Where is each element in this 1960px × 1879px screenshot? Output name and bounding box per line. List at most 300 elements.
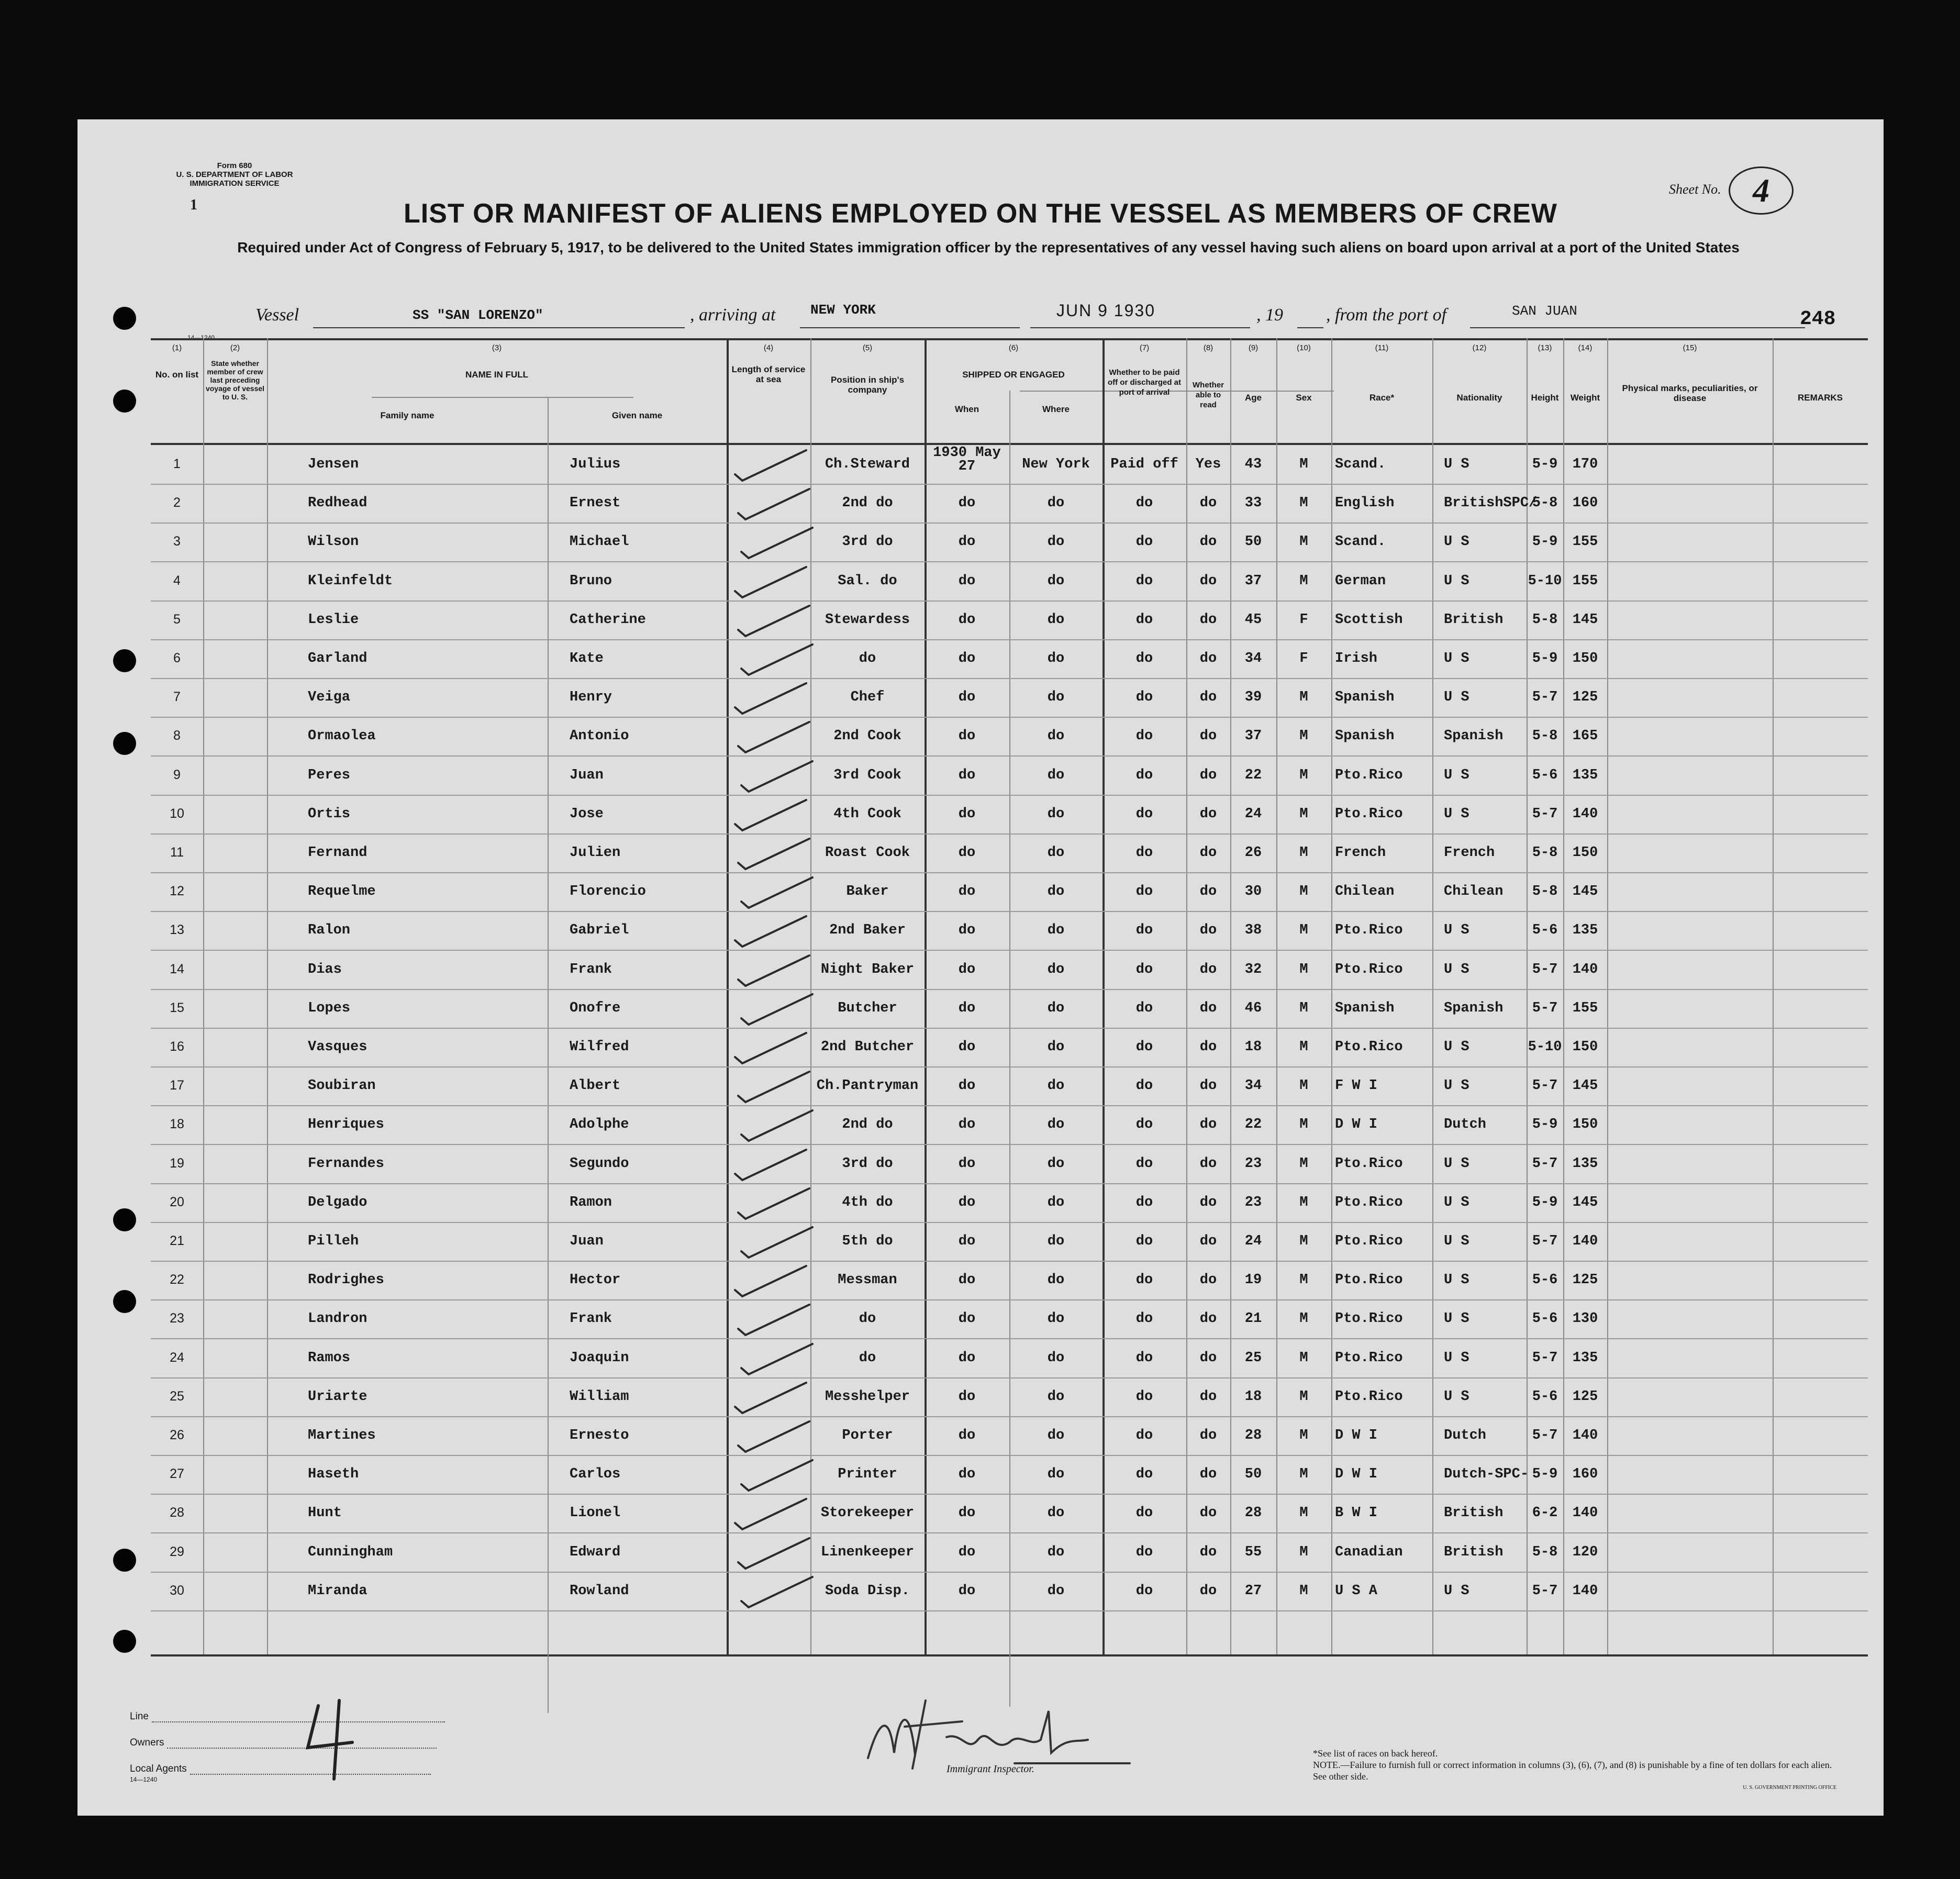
check-mark-icon bbox=[733, 1031, 811, 1066]
punch-hole bbox=[113, 732, 136, 755]
cell-weight: 125 bbox=[1572, 1272, 1598, 1288]
cell-weight: 160 bbox=[1572, 1466, 1598, 1483]
cell-nationality: U S bbox=[1444, 1078, 1469, 1094]
cell-family: Fernand bbox=[308, 845, 368, 861]
cell-age: 46 bbox=[1244, 1000, 1262, 1016]
cell-nationality: U S bbox=[1444, 534, 1469, 550]
cell-position: Night Baker bbox=[820, 961, 915, 977]
cell-paid: do bbox=[1135, 1350, 1153, 1366]
cell-given: Florencio bbox=[570, 884, 646, 900]
cell-family: Veiga bbox=[308, 690, 351, 706]
manifest-sheet bbox=[77, 119, 1884, 1816]
table-row bbox=[151, 1377, 1868, 1416]
cell-height: 5-8 bbox=[1532, 611, 1558, 628]
cell-read: do bbox=[1199, 922, 1217, 939]
cell-race: F W I bbox=[1335, 1078, 1378, 1094]
cell-sex: M bbox=[1299, 534, 1308, 550]
cell-weight: 150 bbox=[1572, 1117, 1598, 1133]
cell-sex: M bbox=[1299, 1194, 1308, 1210]
cell-height: 5-7 bbox=[1532, 806, 1558, 822]
cell-sex: M bbox=[1299, 690, 1308, 706]
printing-office: U. S. GOVERNMENT PRINTING OFFICE bbox=[1743, 1785, 1836, 1791]
header-nationality: Nationality bbox=[1456, 393, 1502, 403]
check-mark-icon bbox=[739, 759, 818, 795]
cell-given: Edward bbox=[570, 1544, 621, 1560]
cell-race: Pto.Rico bbox=[1335, 1039, 1403, 1055]
cell-weight: 140 bbox=[1572, 1505, 1598, 1521]
table-row bbox=[151, 833, 1868, 872]
cell-no: 18 bbox=[170, 1117, 184, 1132]
cell-position: do bbox=[859, 1350, 876, 1366]
cell-read: do bbox=[1199, 690, 1217, 706]
cell-family: Ortis bbox=[308, 806, 351, 822]
cell-where: do bbox=[1047, 690, 1065, 706]
cell-nationality: U S bbox=[1444, 1388, 1469, 1405]
cell-height: 5-7 bbox=[1532, 690, 1558, 706]
table-row bbox=[151, 1261, 1868, 1299]
cell-height: 5-9 bbox=[1532, 651, 1558, 666]
cell-read: do bbox=[1199, 1350, 1217, 1366]
cell-when: do bbox=[958, 961, 976, 977]
cell-sex: M bbox=[1299, 1078, 1308, 1094]
table-row bbox=[151, 1339, 1868, 1377]
table-row bbox=[151, 1572, 1868, 1610]
cell-when: do bbox=[958, 1233, 976, 1249]
cell-paid: do bbox=[1135, 611, 1153, 628]
table-row bbox=[151, 562, 1868, 601]
cell-age: 34 bbox=[1244, 1078, 1262, 1094]
cell-family: Vasques bbox=[308, 1039, 368, 1055]
cell-height: 5-10 bbox=[1528, 573, 1562, 589]
cell-when: do bbox=[958, 651, 976, 666]
page-number: 248 bbox=[1800, 308, 1836, 330]
header-no-on-list: No. on list bbox=[155, 370, 199, 380]
header-weight: Weight bbox=[1570, 393, 1600, 403]
header-name-in-full: NAME IN FULL bbox=[465, 370, 528, 380]
col-number-6: (6) bbox=[1008, 343, 1019, 352]
cell-weight: 145 bbox=[1572, 611, 1598, 628]
check-mark-icon bbox=[739, 642, 818, 678]
cell-weight: 145 bbox=[1572, 884, 1598, 900]
cell-position: Linenkeeper bbox=[820, 1544, 915, 1560]
cell-nationality: U S bbox=[1444, 1155, 1469, 1172]
cell-height: 5-6 bbox=[1532, 1388, 1558, 1405]
col-number-9: (9) bbox=[1248, 343, 1259, 352]
header-race: Race* bbox=[1369, 393, 1395, 403]
punch-hole bbox=[113, 1549, 136, 1572]
cell-age: 23 bbox=[1244, 1155, 1262, 1172]
cell-height: 5-8 bbox=[1532, 495, 1558, 512]
cell-race: U S A bbox=[1335, 1583, 1378, 1599]
cell-paid: do bbox=[1135, 534, 1153, 550]
check-mark-icon bbox=[739, 1458, 818, 1494]
cell-paid: do bbox=[1135, 1466, 1153, 1483]
cell-no: 7 bbox=[173, 690, 181, 705]
cell-paid: do bbox=[1135, 1583, 1153, 1599]
cell-read: do bbox=[1199, 1194, 1217, 1210]
check-mark-icon bbox=[733, 448, 811, 484]
cell-nationality: U S bbox=[1444, 457, 1469, 472]
cell-paid: do bbox=[1135, 1544, 1153, 1560]
cell-when: do bbox=[958, 767, 976, 783]
cell-family: Lopes bbox=[308, 1000, 351, 1016]
cell-family: Ormaolea bbox=[308, 728, 376, 744]
cell-weight: 155 bbox=[1572, 573, 1598, 589]
cell-where: do bbox=[1047, 1583, 1065, 1599]
cell-given: Michael bbox=[570, 534, 629, 550]
cell-where: do bbox=[1047, 1350, 1065, 1366]
cell-nationality: U S bbox=[1444, 573, 1469, 589]
cell-age: 18 bbox=[1244, 1039, 1262, 1055]
cell-when: do bbox=[958, 1311, 976, 1327]
cell-where: do bbox=[1047, 1311, 1065, 1327]
cell-position: 2nd Baker bbox=[829, 922, 906, 939]
cell-read: do bbox=[1199, 1388, 1217, 1405]
cell-family: Redhead bbox=[308, 495, 368, 512]
col-number-10: (10) bbox=[1297, 343, 1311, 352]
header-length-service: Length of service at sea bbox=[731, 364, 806, 384]
table-row bbox=[151, 989, 1868, 1028]
col-number-15: (15) bbox=[1683, 343, 1697, 352]
cell-race: D W I bbox=[1335, 1428, 1378, 1443]
cell-where: do bbox=[1047, 495, 1065, 512]
table-row bbox=[151, 1222, 1868, 1261]
penalty-note: NOTE.—Failure to furnish full or correct information in columns (3), (6), (7), and (8) is punishable by a fine of ten dollars for each alien. See other side. bbox=[1313, 1760, 1832, 1782]
footer-agents bbox=[130, 1763, 431, 1775]
header-where: Where bbox=[1042, 404, 1070, 414]
cell-paid: do bbox=[1135, 1155, 1153, 1172]
cell-weight: 145 bbox=[1572, 1194, 1598, 1210]
table-row bbox=[151, 678, 1868, 717]
cell-race: Pto.Rico bbox=[1335, 767, 1403, 783]
table-row bbox=[151, 1105, 1868, 1144]
cell-race: Pto.Rico bbox=[1335, 961, 1403, 977]
cell-weight: 170 bbox=[1572, 457, 1598, 472]
cell-weight: 160 bbox=[1572, 495, 1598, 512]
cell-family: Henriques bbox=[308, 1117, 384, 1133]
from-port-label: , from the port of bbox=[1326, 305, 1447, 325]
cell-sex: F bbox=[1299, 651, 1308, 666]
cell-where: do bbox=[1047, 1388, 1065, 1405]
cell-sex: M bbox=[1299, 495, 1308, 512]
cell-race: B W I bbox=[1335, 1505, 1378, 1521]
cell-sex: M bbox=[1299, 1505, 1308, 1521]
cell-height: 5-9 bbox=[1532, 1466, 1558, 1483]
cell-nationality: Dutch-SPC- bbox=[1444, 1466, 1529, 1483]
check-mark-icon bbox=[736, 1419, 815, 1455]
check-mark-icon bbox=[736, 1303, 815, 1338]
cell-sex: F bbox=[1299, 611, 1308, 628]
cell-race: Pto.Rico bbox=[1335, 1272, 1403, 1288]
cell-family: Peres bbox=[308, 767, 351, 783]
cell-read: do bbox=[1199, 1583, 1217, 1599]
cell-given: Juan bbox=[570, 767, 604, 783]
cell-when: do bbox=[958, 806, 976, 822]
check-mark-icon bbox=[736, 837, 815, 872]
check-mark-icon bbox=[736, 1536, 815, 1572]
cell-age: 32 bbox=[1244, 961, 1262, 977]
check-mark-icon bbox=[733, 1381, 811, 1416]
cell-weight: 130 bbox=[1572, 1311, 1598, 1327]
header-able-read: Whether able to read bbox=[1193, 381, 1224, 409]
cell-age: 37 bbox=[1244, 573, 1262, 589]
cell-race: Pto.Rico bbox=[1335, 1194, 1403, 1210]
table-row bbox=[151, 1533, 1868, 1572]
cell-sex: M bbox=[1299, 1583, 1308, 1599]
cell-no: 15 bbox=[170, 1000, 184, 1015]
cell-sex: M bbox=[1299, 1388, 1308, 1405]
col-number-1: (1) bbox=[172, 343, 182, 352]
cell-no: 12 bbox=[170, 884, 184, 899]
cell-paid: do bbox=[1135, 690, 1153, 706]
form-number: Form 680 bbox=[217, 161, 252, 170]
cell-position: 2nd Butcher bbox=[820, 1039, 915, 1055]
check-mark-icon bbox=[739, 875, 818, 911]
cell-nationality: U S bbox=[1444, 651, 1469, 666]
cell-height: 5-8 bbox=[1532, 845, 1558, 861]
cell-height: 6-2 bbox=[1532, 1505, 1558, 1521]
cell-read: do bbox=[1199, 884, 1217, 900]
cell-nationality: U S bbox=[1444, 1233, 1469, 1249]
table-row bbox=[151, 872, 1868, 911]
table-row bbox=[151, 795, 1868, 833]
check-mark-icon bbox=[733, 1497, 811, 1532]
header-age: Age bbox=[1244, 393, 1262, 403]
cell-position: Baker bbox=[846, 884, 889, 900]
cell-race: Pto.Rico bbox=[1335, 1155, 1403, 1172]
cell-no: 25 bbox=[170, 1388, 184, 1404]
cell-position: Butcher bbox=[838, 1000, 897, 1016]
cell-where: do bbox=[1047, 1505, 1065, 1521]
cell-when: do bbox=[958, 611, 976, 628]
cell-weight: 125 bbox=[1572, 1388, 1598, 1405]
table-row bbox=[151, 1299, 1868, 1338]
cell-sex: M bbox=[1299, 728, 1308, 744]
cell-height: 5-6 bbox=[1532, 922, 1558, 939]
cell-when: do bbox=[958, 728, 976, 744]
cell-when: do bbox=[958, 690, 976, 706]
footer-line bbox=[130, 1711, 445, 1722]
check-mark-icon bbox=[733, 1148, 811, 1183]
cell-position: 3rd do bbox=[842, 1155, 893, 1172]
check-mark-icon bbox=[739, 1108, 818, 1144]
form-reference: 14—1240 bbox=[187, 334, 215, 341]
cell-height: 5-9 bbox=[1532, 457, 1558, 472]
check-mark-icon bbox=[736, 720, 815, 755]
cell-age: 22 bbox=[1244, 767, 1262, 783]
cell-height: 5-9 bbox=[1532, 534, 1558, 550]
cell-where: do bbox=[1047, 1272, 1065, 1288]
cell-where: do bbox=[1047, 845, 1065, 861]
cell-race: English bbox=[1335, 495, 1395, 512]
arriving-label: , arriving at bbox=[690, 305, 776, 325]
cell-age: 50 bbox=[1244, 1466, 1262, 1483]
cell-no: 21 bbox=[170, 1233, 184, 1248]
cell-read: do bbox=[1199, 651, 1217, 666]
cell-weight: 150 bbox=[1572, 1039, 1598, 1055]
cell-paid: do bbox=[1135, 845, 1153, 861]
cell-race: Spanish bbox=[1335, 728, 1395, 744]
cell-paid: do bbox=[1135, 961, 1153, 977]
check-mark-icon bbox=[736, 1070, 815, 1105]
cell-race: Spanish bbox=[1335, 1000, 1395, 1016]
col-number-12: (12) bbox=[1472, 343, 1487, 352]
cell-given: Gabriel bbox=[570, 922, 629, 939]
cell-race: Irish bbox=[1335, 651, 1378, 666]
cell-when: do bbox=[958, 1272, 976, 1288]
cell-weight: 140 bbox=[1572, 1428, 1598, 1443]
table-row bbox=[151, 1183, 1868, 1222]
cell-weight: 140 bbox=[1572, 1233, 1598, 1249]
cell-age: 28 bbox=[1244, 1505, 1262, 1521]
header-remarks: REMARKS bbox=[1798, 393, 1843, 403]
cell-race: Scottish bbox=[1335, 611, 1403, 628]
cell-sex: M bbox=[1299, 961, 1308, 977]
cell-no: 17 bbox=[170, 1078, 184, 1093]
cell-nationality: U S bbox=[1444, 767, 1469, 783]
cell-race: German bbox=[1335, 573, 1386, 589]
table-row bbox=[151, 1028, 1868, 1066]
cell-no: 16 bbox=[170, 1039, 184, 1054]
cell-read: do bbox=[1199, 611, 1217, 628]
cell-paid: do bbox=[1135, 1388, 1153, 1405]
footer-agents-ref: 14—1240 bbox=[130, 1776, 158, 1783]
cell-weight: 120 bbox=[1572, 1544, 1598, 1560]
header-given-name: Given name bbox=[611, 410, 663, 420]
cell-read: do bbox=[1199, 845, 1217, 861]
cell-weight: 140 bbox=[1572, 806, 1598, 822]
cell-read: Yes bbox=[1195, 457, 1221, 472]
cell-sex: M bbox=[1299, 1272, 1308, 1288]
cell-given: Julien bbox=[570, 845, 621, 861]
header-sex: Sex bbox=[1296, 393, 1312, 403]
form-service: IMMIGRATION SERVICE bbox=[190, 179, 280, 188]
cell-age: 26 bbox=[1244, 845, 1262, 861]
cell-family: Miranda bbox=[308, 1583, 368, 1599]
cell-age: 18 bbox=[1244, 1388, 1262, 1405]
cell-family: Pilleh bbox=[308, 1233, 359, 1249]
cell-race: Pto.Rico bbox=[1335, 1388, 1403, 1405]
crew-table bbox=[151, 338, 1868, 1658]
cell-where: do bbox=[1047, 1233, 1065, 1249]
table-row bbox=[151, 1144, 1868, 1183]
cell-family: Ramos bbox=[308, 1350, 351, 1366]
sheet-number bbox=[1669, 166, 1794, 215]
sheet-number-value: 4 bbox=[1729, 166, 1794, 215]
cell-age: 24 bbox=[1244, 806, 1262, 822]
cell-height: 5-7 bbox=[1532, 961, 1558, 977]
cell-when: do bbox=[958, 1583, 976, 1599]
cell-given: Jose bbox=[570, 806, 604, 822]
cell-age: 55 bbox=[1244, 1544, 1262, 1560]
cell-given: William bbox=[570, 1388, 629, 1405]
cell-position: Porter bbox=[842, 1428, 893, 1443]
cell-weight: 140 bbox=[1572, 961, 1598, 977]
cell-where: do bbox=[1047, 1117, 1065, 1133]
cell-given: Lionel bbox=[570, 1505, 621, 1521]
col-number-13: (13) bbox=[1538, 343, 1552, 352]
cell-race: Spanish bbox=[1335, 690, 1395, 706]
cell-family: Rodrighes bbox=[308, 1272, 384, 1288]
cell-family: Ralon bbox=[308, 922, 351, 939]
cell-nationality: British bbox=[1444, 611, 1504, 628]
cell-where: do bbox=[1047, 884, 1065, 900]
cell-when: do bbox=[958, 1155, 976, 1172]
table-row bbox=[151, 756, 1868, 795]
cell-read: do bbox=[1199, 534, 1217, 550]
cell-sex: M bbox=[1299, 573, 1308, 589]
cell-nationality: French bbox=[1444, 845, 1495, 861]
cell-age: 19 bbox=[1244, 1272, 1262, 1288]
cell-sex: M bbox=[1299, 1233, 1308, 1249]
cell-where: do bbox=[1047, 1039, 1065, 1055]
cell-age: 37 bbox=[1244, 728, 1262, 744]
cell-age: 28 bbox=[1244, 1428, 1262, 1443]
cell-paid: do bbox=[1135, 922, 1153, 939]
cell-where: do bbox=[1047, 1155, 1065, 1172]
cell-paid: do bbox=[1135, 1000, 1153, 1016]
cell-when: 1930 May 27 bbox=[933, 445, 1001, 474]
cell-no: 3 bbox=[173, 534, 181, 549]
cell-sex: M bbox=[1299, 1155, 1308, 1172]
cell-nationality: Dutch bbox=[1444, 1117, 1487, 1133]
cell-no: 13 bbox=[170, 922, 184, 938]
cell-nationality: BritishSPC/ bbox=[1444, 495, 1538, 512]
header-shipped-engaged: SHIPPED OR ENGAGED bbox=[962, 370, 1065, 380]
cell-family: Kleinfeldt bbox=[308, 573, 393, 589]
cell-weight: 155 bbox=[1572, 534, 1598, 550]
cell-given: Frank bbox=[570, 1311, 612, 1327]
cell-position: 4th Cook bbox=[833, 806, 901, 822]
cell-nationality: Spanish bbox=[1444, 728, 1504, 744]
cell-no: 30 bbox=[170, 1583, 184, 1598]
cell-weight: 135 bbox=[1572, 1155, 1598, 1172]
cell-read: do bbox=[1199, 573, 1217, 589]
cell-given: Joaquin bbox=[570, 1350, 629, 1366]
cell-where: do bbox=[1047, 806, 1065, 822]
cell-nationality: U S bbox=[1444, 1194, 1469, 1210]
vessel-line bbox=[255, 300, 1816, 331]
cell-race: Scand. bbox=[1335, 457, 1386, 472]
cell-when: do bbox=[958, 1000, 976, 1016]
cell-race: Scand. bbox=[1335, 534, 1386, 550]
cell-position: Sal. do bbox=[838, 573, 897, 589]
inspector-label: Immigrant Inspector. bbox=[946, 1763, 1034, 1775]
cell-where: do bbox=[1047, 534, 1065, 550]
cell-sex: M bbox=[1299, 1428, 1308, 1443]
cell-when: do bbox=[958, 1466, 976, 1483]
cell-race: Pto.Rico bbox=[1335, 1350, 1403, 1366]
cell-read: do bbox=[1199, 1078, 1217, 1094]
cell-sex: M bbox=[1299, 1039, 1308, 1055]
cell-when: do bbox=[958, 1505, 976, 1521]
table-row bbox=[151, 1416, 1868, 1455]
cell-paid: do bbox=[1135, 1272, 1153, 1288]
cell-paid: do bbox=[1135, 806, 1153, 822]
cell-read: do bbox=[1199, 1505, 1217, 1521]
cell-read: do bbox=[1199, 1000, 1217, 1016]
col-number-11: (11) bbox=[1375, 343, 1389, 352]
cell-position: do bbox=[859, 651, 876, 666]
table-row bbox=[151, 1066, 1868, 1105]
cell-nationality: U S bbox=[1444, 1350, 1469, 1366]
cell-age: 39 bbox=[1244, 690, 1262, 706]
cell-no: 26 bbox=[170, 1428, 184, 1442]
cell-position: 2nd do bbox=[842, 1117, 893, 1133]
cell-position: 4th do bbox=[842, 1194, 893, 1210]
cell-paid: do bbox=[1135, 767, 1153, 783]
cell-age: 38 bbox=[1244, 922, 1262, 939]
